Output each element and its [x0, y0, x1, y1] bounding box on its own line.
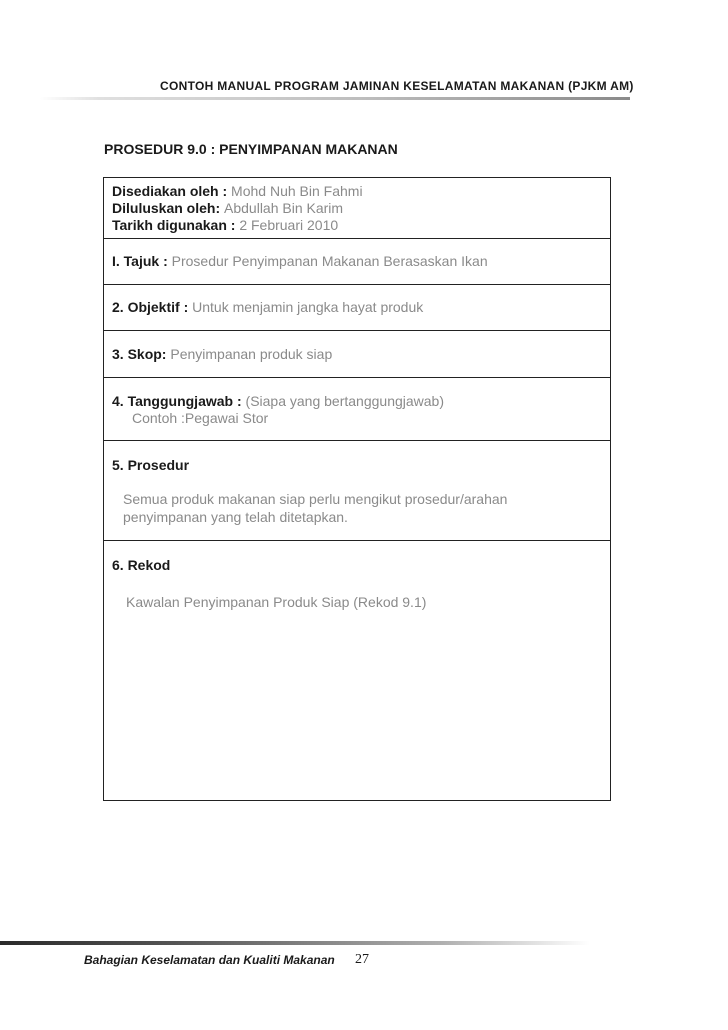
- procedure-text-line1: Semua produk makanan siap perlu mengikut prosedur/arahan: [123, 491, 508, 507]
- footer-department: Bahagian Keselamatan dan Kualiti Makanan: [84, 953, 335, 967]
- scope-row: [112, 346, 332, 362]
- scope-section: [104, 331, 610, 378]
- approved-by-row: [112, 200, 343, 216]
- date-used-label: Tarikh digunakan :: [112, 217, 240, 233]
- header-rule: [40, 97, 630, 100]
- prepared-by-label: Disediakan oleh :: [112, 183, 232, 199]
- approved-by-value: Abdullah Bin Karim: [224, 200, 344, 216]
- responsibility-value: (Siapa yang bertanggungjawab): [245, 393, 445, 409]
- prepared-by-value: Mohd Nuh Bin Fahmi: [231, 183, 363, 199]
- responsibility-example: Contoh :Pegawai Stor: [132, 410, 269, 426]
- title-label: I. Tajuk :: [112, 253, 172, 269]
- title-row: [112, 253, 488, 269]
- responsibility-section: [104, 378, 610, 441]
- record-value: Kawalan Penyimpanan Produk Siap (Rekod 9.1): [126, 594, 427, 610]
- procedure-section: [104, 441, 610, 541]
- procedure-title: PROSEDUR 9.0 : PENYIMPANAN MAKANAN: [104, 141, 398, 157]
- responsibility-row: [112, 393, 444, 409]
- page-number: 27: [355, 952, 369, 967]
- prepared-by-row: [112, 183, 363, 199]
- title-section: [104, 239, 610, 285]
- objective-label: 2. Objektif :: [112, 299, 193, 315]
- objective-value: Untuk menjamin jangka hayat produk: [192, 299, 424, 315]
- date-used-value: 2 Februari 2010: [239, 217, 339, 233]
- procedure-label: 5. Prosedur: [112, 457, 190, 473]
- footer-rule: [0, 941, 590, 945]
- date-used-row: [112, 217, 338, 233]
- responsibility-label: 4. Tanggungjawab :: [112, 393, 246, 409]
- procedure-form: [103, 177, 611, 801]
- objective-section: [104, 285, 610, 331]
- record-section: [104, 541, 610, 801]
- header-title: CONTOH MANUAL PROGRAM JAMINAN KESELAMATAN MAKANAN (PJKM AM): [160, 79, 634, 93]
- scope-label: 3. Skop:: [112, 346, 171, 362]
- objective-row: [112, 299, 423, 315]
- scope-value: Penyimpanan produk siap: [170, 346, 333, 362]
- approval-section: [104, 178, 610, 239]
- record-label: 6. Rekod: [112, 557, 171, 573]
- approved-by-label: Diluluskan oleh:: [112, 200, 225, 216]
- title-value: Prosedur Penyimpanan Makanan Berasaskan Ikan: [171, 253, 488, 269]
- procedure-text-line2: penyimpanan yang telah ditetapkan.: [123, 509, 348, 525]
